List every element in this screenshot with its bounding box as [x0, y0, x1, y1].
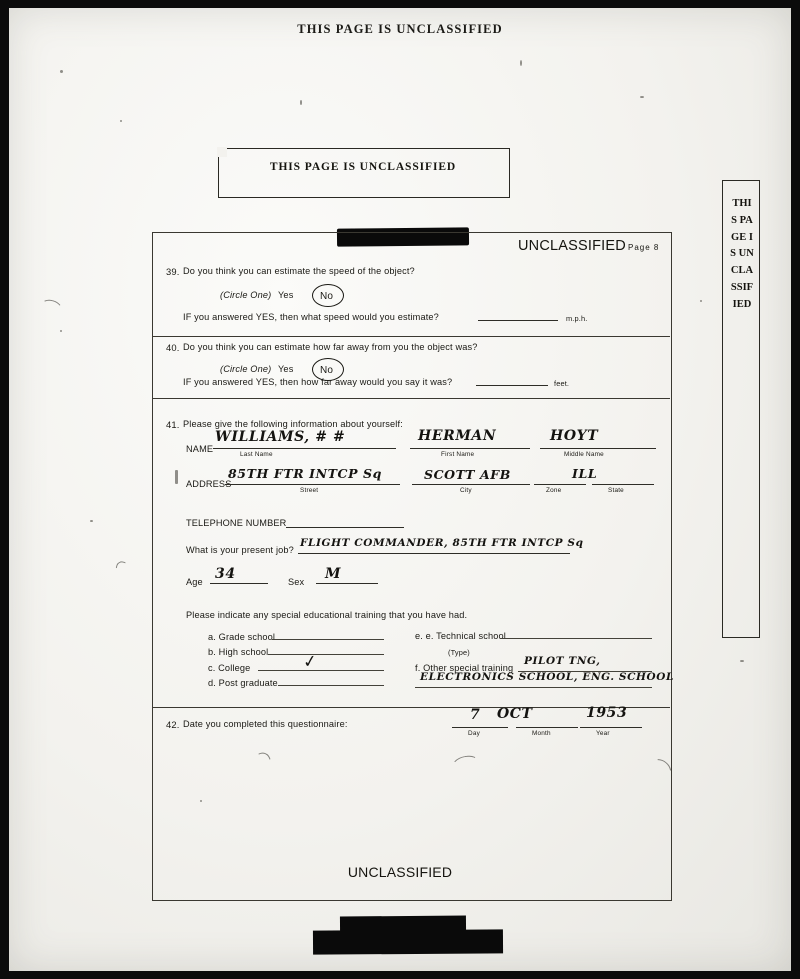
q41-name-first-line[interactable]: [410, 448, 530, 449]
q40-text: Do you think you can estimate how far away from you the object was?: [183, 342, 478, 352]
q40-unit-label: feet.: [554, 379, 570, 388]
scan-speck: [640, 96, 644, 98]
q41-edu-e-line[interactable]: [500, 638, 652, 639]
q42-year-value: 1953: [586, 705, 628, 721]
q41-job-line[interactable]: [298, 553, 570, 554]
q41-name-first-sublabel: First Name: [441, 451, 475, 458]
q42-month-label: Month: [532, 730, 551, 737]
scan-speck: [60, 70, 63, 73]
q41-address-street-line[interactable]: [225, 484, 400, 485]
q39-number: 39.: [166, 266, 180, 277]
q39-text: Do you think you can estimate the speed of the object?: [183, 266, 415, 276]
q41-edu-f-line2[interactable]: [415, 687, 652, 688]
scan-speck: [300, 100, 302, 105]
scan-speck: [60, 330, 62, 332]
q42-day-line[interactable]: [452, 727, 508, 728]
q42-number: 42.: [166, 719, 180, 730]
q40-option-no[interactable]: No: [320, 365, 334, 376]
form-divider-2: [152, 398, 670, 399]
q41-name-last-sublabel: Last Name: [240, 451, 273, 458]
scan-edge-bottom: [0, 971, 800, 979]
q41-sex-label: Sex: [288, 577, 305, 587]
q41-education-prompt: Please indicate any special educational training that you have had.: [186, 610, 468, 620]
page-header-classification: THIS PAGE IS UNCLASSIFIED: [297, 22, 503, 36]
scan-speck: [700, 300, 702, 302]
q41-age-label: Age: [186, 577, 203, 587]
classification-marking-right: UNCLASSIFIED: [518, 238, 626, 254]
q41-name-middle-sublabel: Middle Name: [564, 451, 604, 458]
q41-edu-c-line[interactable]: [258, 670, 384, 671]
q40-option-yes[interactable]: Yes: [278, 364, 294, 374]
q42-year-line[interactable]: [580, 727, 642, 728]
q41-name-first-value: HERMAN: [418, 428, 497, 444]
q41-text: Please give the following information about yourself:: [183, 419, 403, 429]
classification-marking-bottom: UNCLASSIFIED: [347, 864, 453, 880]
q41-edu-f-value-line1: PILOT TNG,: [524, 655, 601, 667]
q41-age-line[interactable]: [210, 583, 268, 584]
redaction-bar-bottom-2: [313, 929, 503, 954]
q41-address-street-sublabel: Street: [300, 487, 319, 494]
q41-age-value: 34: [215, 566, 236, 582]
q41-address-zone-sublabel: Zone: [546, 487, 562, 494]
scan-speck: [90, 520, 93, 522]
q42-text: Date you completed this questionnaire:: [183, 719, 348, 729]
q41-address-zone-line[interactable]: [534, 484, 586, 485]
q41-name-last-value: WILLIAMS, # #: [215, 429, 346, 445]
classification-stamp-box: [218, 148, 510, 198]
q39-answer-line[interactable]: [478, 320, 558, 321]
q41-edu-d-line[interactable]: [278, 685, 384, 686]
q41-edu-f-value-line2: ELECTRONICS SCHOOL, ENG. SCHOOL: [420, 671, 675, 683]
q41-job-value: FLIGHT COMMANDER, 85TH FTR INTCP Sq: [300, 537, 584, 549]
q41-sex-value: M: [325, 566, 342, 582]
scan-speck: [520, 60, 522, 66]
q40-followup-text: IF you answered YES, then how far away would you say it was?: [183, 377, 453, 387]
q39-followup-text: IF you answered YES, then what speed would you estimate?: [183, 312, 439, 322]
q41-edu-type-label: (Type): [448, 648, 470, 657]
q41-name-middle-value: HOYT: [550, 428, 599, 444]
q41-edu-f-label: f. Other special training: [415, 663, 514, 673]
q41-edu-d-label: d. Post graduate: [208, 678, 278, 688]
q42-day-label: Day: [468, 730, 480, 737]
q41-sex-line[interactable]: [316, 583, 378, 584]
q41-address-state-value: ILL: [572, 466, 598, 481]
q41-edu-c-label: c. College: [208, 663, 251, 673]
q41-name-label: NAME: [186, 444, 214, 454]
q41-edu-e-label: e. e. Technical school: [415, 631, 506, 641]
q41-name-middle-line[interactable]: [540, 448, 656, 449]
q39-unit-label: m.p.h.: [566, 314, 588, 323]
q41-address-state-line[interactable]: [592, 484, 654, 485]
scan-edge-right: [791, 0, 800, 979]
q41-number: 41.: [166, 419, 180, 430]
q40-number: 40.: [166, 342, 180, 353]
q41-edu-a-label: a. Grade school: [208, 632, 276, 642]
scan-speck: [120, 120, 122, 122]
q39-circle-one-label: (Circle One): [220, 290, 272, 300]
scan-speck: [740, 660, 744, 662]
scan-edge-top: [0, 0, 800, 8]
q39-option-yes[interactable]: Yes: [278, 290, 294, 300]
q41-address-street-value: 85TH FTR INTCP Sq: [228, 466, 383, 481]
q42-day-value: 7: [470, 707, 481, 723]
q41-job-label: What is your present job?: [186, 545, 294, 555]
q41-address-label: ADDRESS: [186, 479, 232, 489]
q41-address-state-sublabel: State: [608, 487, 624, 494]
form-divider-1: [152, 336, 670, 337]
q41-address-city-line[interactable]: [412, 484, 530, 485]
q39-selected-circle: [312, 284, 344, 307]
q40-answer-line[interactable]: [476, 385, 548, 386]
q41-edu-a-line[interactable]: [272, 639, 384, 640]
page-number-mark: Page 8: [628, 243, 660, 252]
q42-month-line[interactable]: [516, 727, 578, 728]
side-classification-stamp-text: THIS PAGE IS UNCLASSIFIED: [730, 198, 754, 310]
q41-name-last-line[interactable]: [213, 448, 396, 449]
q39-option-no[interactable]: No: [320, 291, 334, 302]
q42-month-value: OCT: [497, 706, 533, 722]
q41-edu-b-label: b. High school: [208, 647, 269, 657]
q41-address-city-sublabel: City: [460, 487, 472, 494]
q40-circle-one-label: (Circle One): [220, 364, 272, 374]
q41-telephone-label: TELEPHONE NUMBER: [186, 518, 287, 528]
classification-stamp-text: THIS PAGE IS UNCLASSIFIED: [269, 161, 457, 173]
scan-edge-left: [0, 0, 9, 979]
q41-college-checkmark: ✓: [301, 651, 319, 673]
q42-year-label: Year: [596, 730, 610, 737]
q41-telephone-line[interactable]: [286, 527, 404, 528]
q41-edu-b-line[interactable]: [268, 654, 384, 655]
q41-address-city-value: SCOTT AFB: [424, 467, 511, 482]
